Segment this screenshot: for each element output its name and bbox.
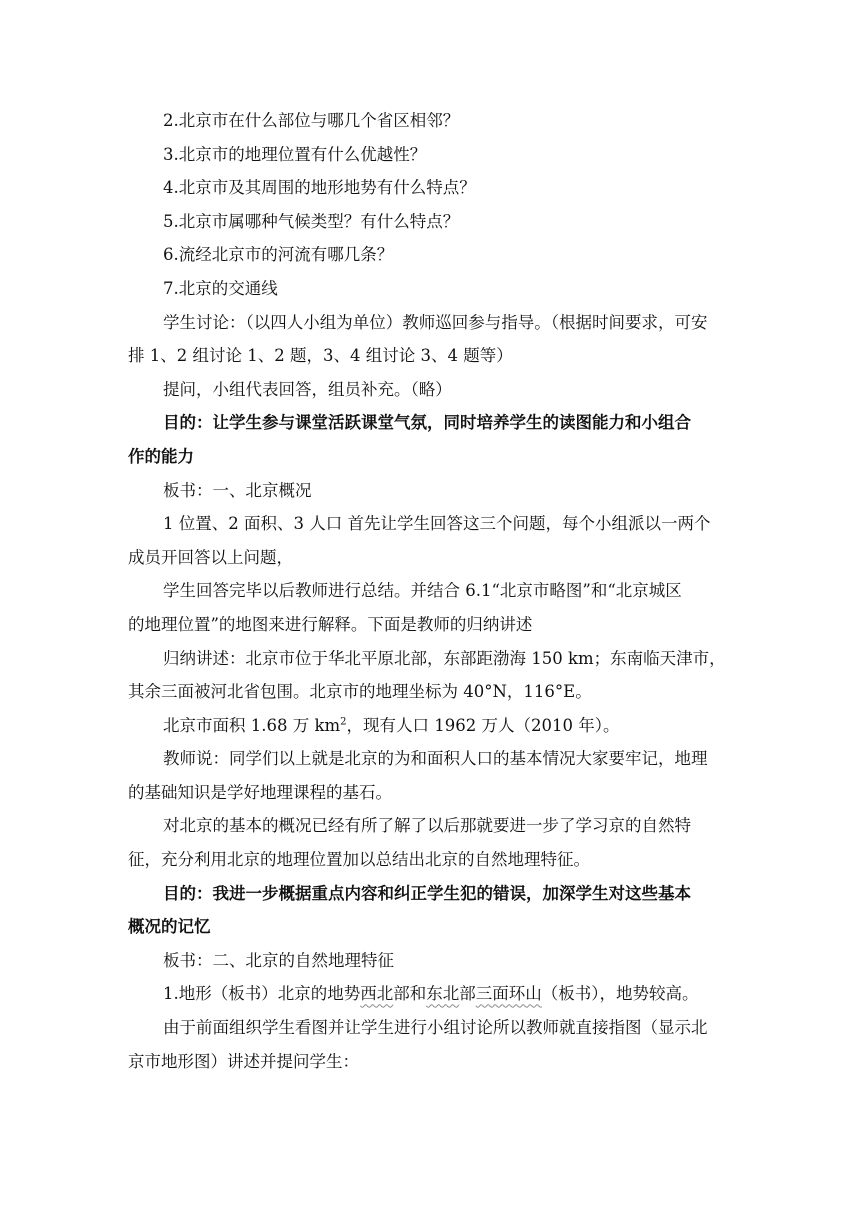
terrain-text-c: 部和 — [393, 984, 427, 1004]
population-text: ，现有人口 1962 万人（2010 年）。 — [346, 715, 620, 735]
question-3: 3.北京市的地理位置有什么优越性？ — [163, 144, 427, 164]
further-line-2: 征，充分利用北京的地理位置加以总结出北京的自然地理特征。 — [128, 850, 590, 870]
terrain-northwest: 西北 — [360, 984, 394, 1004]
question-2: 2.北京市在什么部位与哪几个省区相邻？ — [163, 111, 460, 130]
terrain-text-a: 1.地形（板书）北京的地势 — [163, 984, 361, 1004]
since-line-1: 由于前面组织学生看图并让学生进行小组讨论所以教师就直接指图（显示北 — [163, 1018, 708, 1038]
area-superscript: 2 — [340, 716, 347, 728]
induction-line-1: 归纳讲述：北京市位于华北平原北部，东部距渤海 150 km；东南临天津市， — [163, 648, 726, 668]
terrain-text-e: 部 — [459, 984, 476, 1004]
terrain-text-g: （板书），地势较高。 — [541, 984, 699, 1004]
question-answer-line: 提问，小组代表回答，组员补充。（略） — [163, 379, 452, 399]
document-body — [128, 104, 734, 1078]
question-6: 6.流经北京市的河流有哪几条？ — [163, 245, 394, 265]
purpose-2-line-1: 目的：我进一步概据重点内容和纠正学生犯的错误，加深学生对这些基本 — [163, 883, 691, 903]
terrain-three-sides-mountains: 三面环山 — [475, 984, 542, 1004]
question-7: 7.北京的交通线 — [163, 278, 278, 298]
area-text: 北京市面积 1.68 万 km — [163, 715, 341, 735]
purpose-1-line-2: 作的能力 — [128, 446, 194, 466]
summary-line-1: 学生回答完毕以后教师进行总结。并结合 6.1“北京市略图”和“北京城区 — [163, 581, 682, 601]
teacher-says-line-2: 的基础知识是学好地理课程的基石。 — [128, 782, 392, 802]
question-4: 4.北京市及其周围的地形地势有什么特点？ — [163, 178, 476, 198]
board-heading-1: 板书：一、北京概况 — [163, 480, 312, 500]
since-line-2: 京市地形图）讲述并提问学生： — [128, 1051, 359, 1071]
items-line-1: 1 位置、2 面积、3 人口 首先让学生回答这三个问题，每个小组派以一两个 — [163, 514, 711, 534]
items-line-2: 成员开回答以上问题， — [128, 547, 293, 567]
teacher-says-line-1: 教师说：同学们以上就是北京的为和面积人口的基本情况大家要牢记，地理 — [163, 749, 708, 769]
question-5: 5.北京市属哪种气候类型？有什么特点？ — [163, 211, 460, 231]
further-line-1: 对北京的基本的概况已经有所了解了以后那就要进一步了学习京的自然特 — [163, 816, 691, 836]
discussion-line-1: 学生讨论：（以四人小组为单位）教师巡回参与指导。（根据时间要求，可安 — [163, 312, 708, 332]
discussion-line-2: 排 1、2 组讨论 1、2 题，3、4 组讨论 3、4 题等） — [128, 346, 513, 366]
summary-line-2: 的地理位置”的地图来进行解释。下面是教师的归纳讲述 — [128, 614, 533, 634]
purpose-2-line-2: 概况的记忆 — [128, 917, 211, 937]
area-population-line — [128, 709, 734, 743]
board-heading-2: 板书：二、北京的自然地理特征 — [163, 950, 394, 970]
terrain-line — [128, 977, 734, 1011]
purpose-1-line-1: 目的：让学生参与课堂活跃课堂气氛，同时培养学生的读图能力和小组合 — [163, 413, 691, 433]
terrain-northeast: 东北 — [426, 984, 460, 1004]
induction-line-2: 其余三面被河北省包围。北京市的地理坐标为 40°N，116°E。 — [128, 682, 592, 702]
